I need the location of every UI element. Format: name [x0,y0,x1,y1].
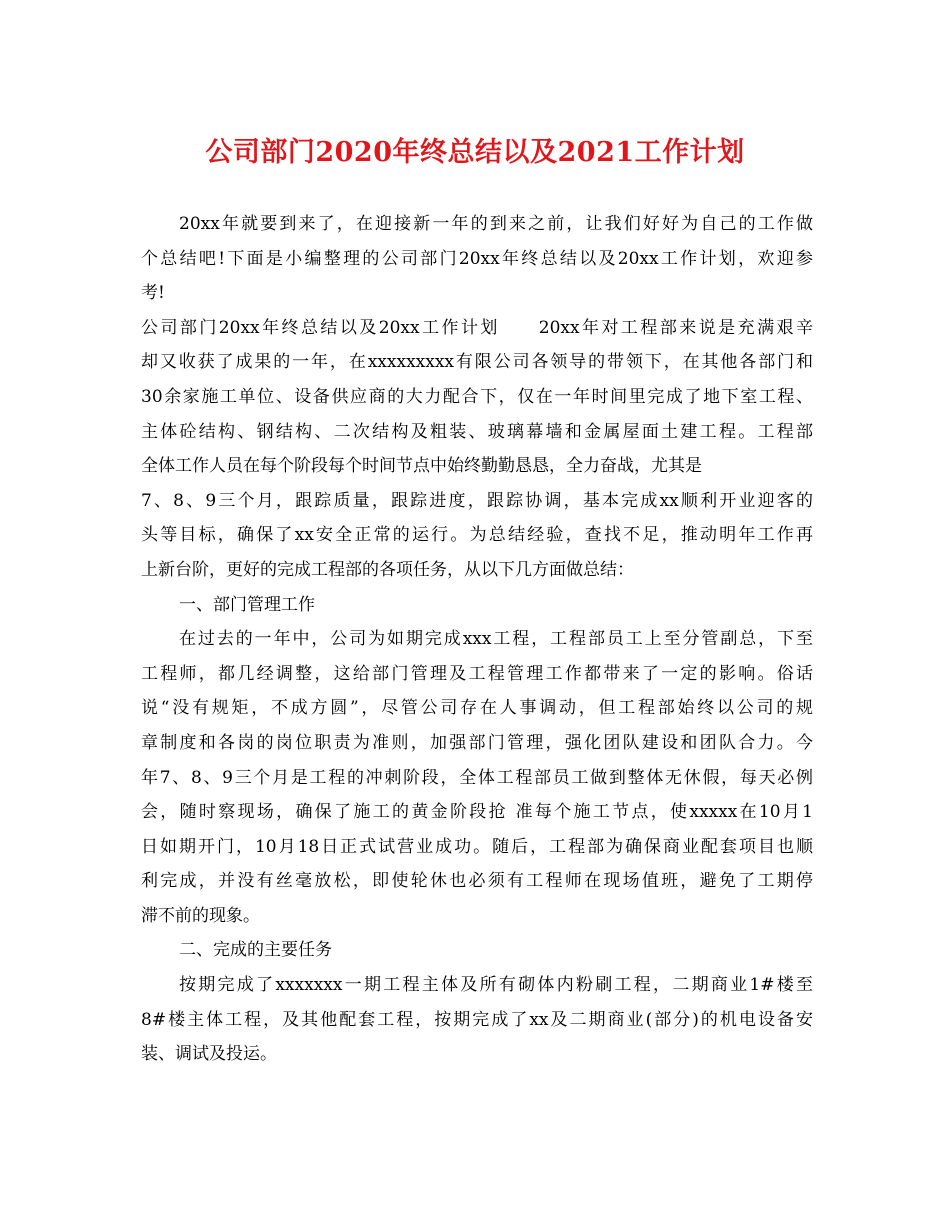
body-line: 头等目标，确保了xx安全正常的运行。为总结经验，查找不足，推动明年工作再 [141,525,813,546]
body-line: 利完成，并没有丝毫放松，即使轮休也必须有工程师在现场值班，避免了工期停 [141,871,813,892]
body-line: 日如期开门，10月18日正式试营业成功。随后，工程部为确保商业配套项目也顺 [141,836,813,857]
body-line: 工程师，都几经调整，这给部门管理及工程管理工作都带来了一定的影响。俗话 [141,663,813,684]
body-line: 上新台阶，更好的完成工程部的各项任务，从以下几方面做总结： [141,559,634,580]
body-line: 说“没有规矩，不成方圆”，尽管公司存在人事调动，但工程部始终以公司的规 [141,698,813,719]
body-line: 章制度和各岗的岗位职责为准则，加强部门管理，强化团队建设和团队合力。今 [141,732,813,753]
body-line: 在过去的一年中，公司为如期完成xxx工程，工程部员工上至分管副总，下至 [179,629,813,650]
document-body [141,207,813,1072]
body-line: 年7、8、9三个月是工程的冲刺阶段，全体工程部员工做到整体无休假，每天必例 [141,767,813,788]
body-line: 7、8、9三个月，跟踪质量，跟踪进度，跟踪协调，基本完成xx顺利开业迎客的 [141,490,813,511]
body-line: 二、完成的主要任务 [179,940,332,961]
body-line: 20xx年就要到来了，在迎接新一年的到来之前，让我们好好为自己的工作做 [179,214,813,234]
body-line: 一、部门管理工作 [179,594,315,615]
body-line: 却又收获了成果的一年，在xxxxxxxxx有限公司各领导的带领下，在其他各部门和 [141,352,813,373]
body-line: 8#楼主体工程，及其他配套工程，按期完成了xx及二期商业(部分)的机电设备安 [141,1009,813,1030]
body-line: 公司部门20xx年终总结以及20xx工作计划 20xx年对工程部来说是充满艰辛 [141,317,813,338]
body-line: 30余家施工单位、设备供应商的大力配合下，仅在一年时间里完成了地下室工程、 [141,386,813,407]
body-line: 按期完成了xxxxxxx一期工程主体及所有砌体内粉刷工程，二期商业1#楼至 [179,975,813,996]
document-title: 公司部门2020年终总结以及2021工作计划 [205,137,745,168]
body-line: 会，随时察现场，确保了施工的黄金阶段抢 准每个施工节点，使xxxxx在10月1 [141,802,813,823]
body-line: 主体砼结构、钢结构、二次结构及粗装、玻璃幕墙和金属屋面土建工程。工程部 [141,421,813,442]
body-line: 装、调试及投运。 [141,1044,277,1065]
body-line: 全体工作人员在每个阶段每个时间节点中始终勤勤恳恳，全力奋战，尤其是 [141,456,702,477]
body-line: 考! [141,283,165,304]
body-line: 滞不前的现象。 [141,905,260,926]
body-line: 个总结吧!下面是小编整理的公司部门20xx年终总结以及20xx工作计划，欢迎参 [141,248,813,269]
